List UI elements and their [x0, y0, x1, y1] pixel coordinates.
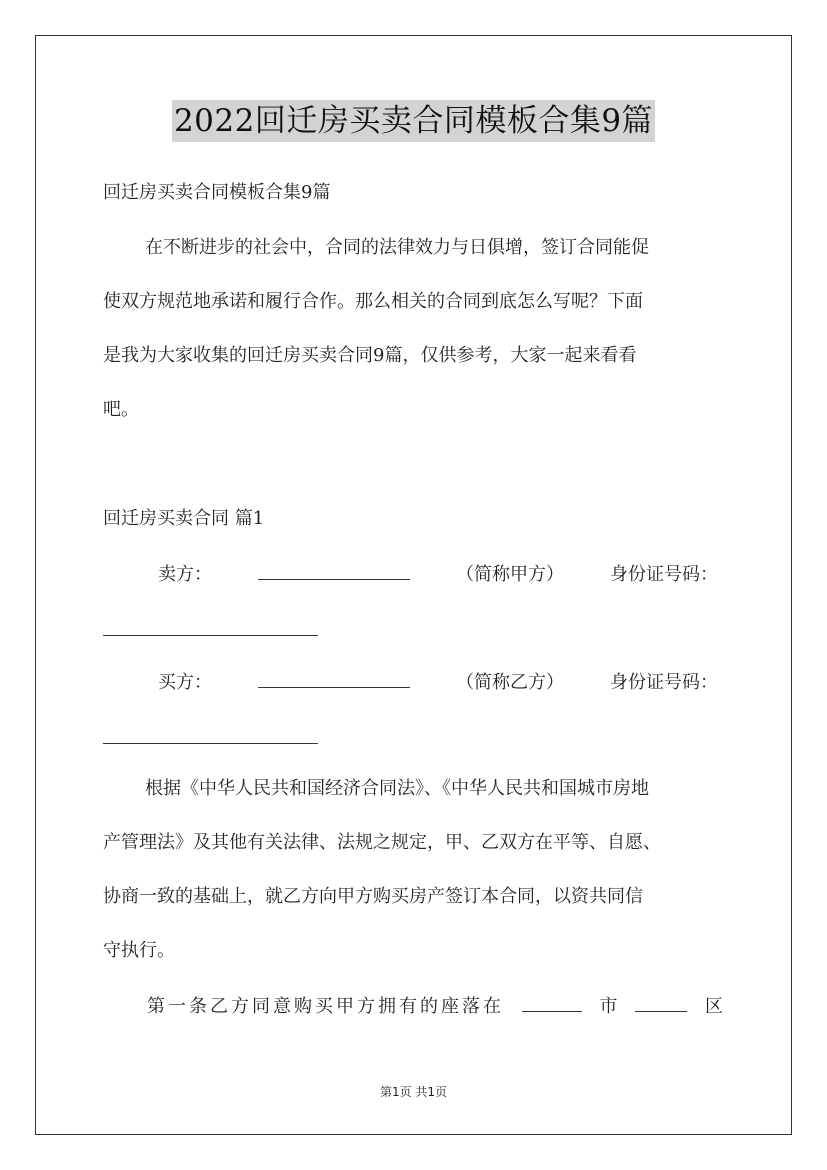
buyer-name-blank — [258, 669, 410, 688]
page-footer: 第1页 共1页 — [379, 1085, 448, 1099]
title-container — [0, 100, 827, 142]
seller-short-name: （简称甲方） — [456, 564, 564, 585]
article-1-line — [147, 993, 723, 1019]
document-subtitle: 回迁房买卖合同模板合集9篇 — [103, 182, 331, 203]
basis-line-2: 产管理法》及其他有关法律、法规之规定，甲、乙双方在平等、自愿、 — [103, 832, 661, 853]
intro-line-4: 吧。 — [103, 399, 139, 420]
buyer-id-label: 身份证号码： — [610, 672, 718, 693]
seller-id-blank — [103, 634, 318, 636]
city-blank — [522, 993, 582, 1012]
buyer-line — [158, 669, 718, 695]
seller-label: 卖方： — [158, 564, 212, 585]
basis-line-3: 协商一致的基础上，就乙方向甲方购买房产签订本合同，以资共同信 — [103, 886, 643, 907]
district-blank — [635, 993, 687, 1012]
section-heading: 回迁房买卖合同 篇1 — [103, 508, 265, 529]
article-1-district: 区 — [705, 996, 723, 1017]
article-1-text: 第一条乙方同意购买甲方拥有的座落在 — [147, 996, 504, 1017]
buyer-id-blank — [103, 742, 318, 744]
intro-line-1: 在不断进步的社会中，合同的法律效力与日俱增，签订合同能促 — [145, 237, 649, 258]
intro-line-3: 是我为大家收集的回迁房买卖合同9篇，仅供参考，大家一起来看看 — [103, 345, 637, 366]
buyer-label: 买方： — [158, 672, 212, 693]
document-title: 2022回迁房买卖合同模板合集9篇 — [172, 100, 655, 142]
basis-line-4: 守执行。 — [103, 940, 175, 961]
seller-id-label: 身份证号码： — [610, 564, 718, 585]
seller-name-blank — [258, 561, 410, 580]
intro-line-2: 使双方规范地承诺和履行合作。那么相关的合同到底怎么写呢？下面 — [103, 291, 643, 312]
basis-line-1: 根据《中华人民共和国经济合同法》、《中华人民共和国城市房地 — [145, 778, 649, 799]
buyer-short-name: （简称乙方） — [456, 672, 564, 693]
article-1-city: 市 — [599, 996, 618, 1017]
seller-line — [158, 561, 718, 587]
